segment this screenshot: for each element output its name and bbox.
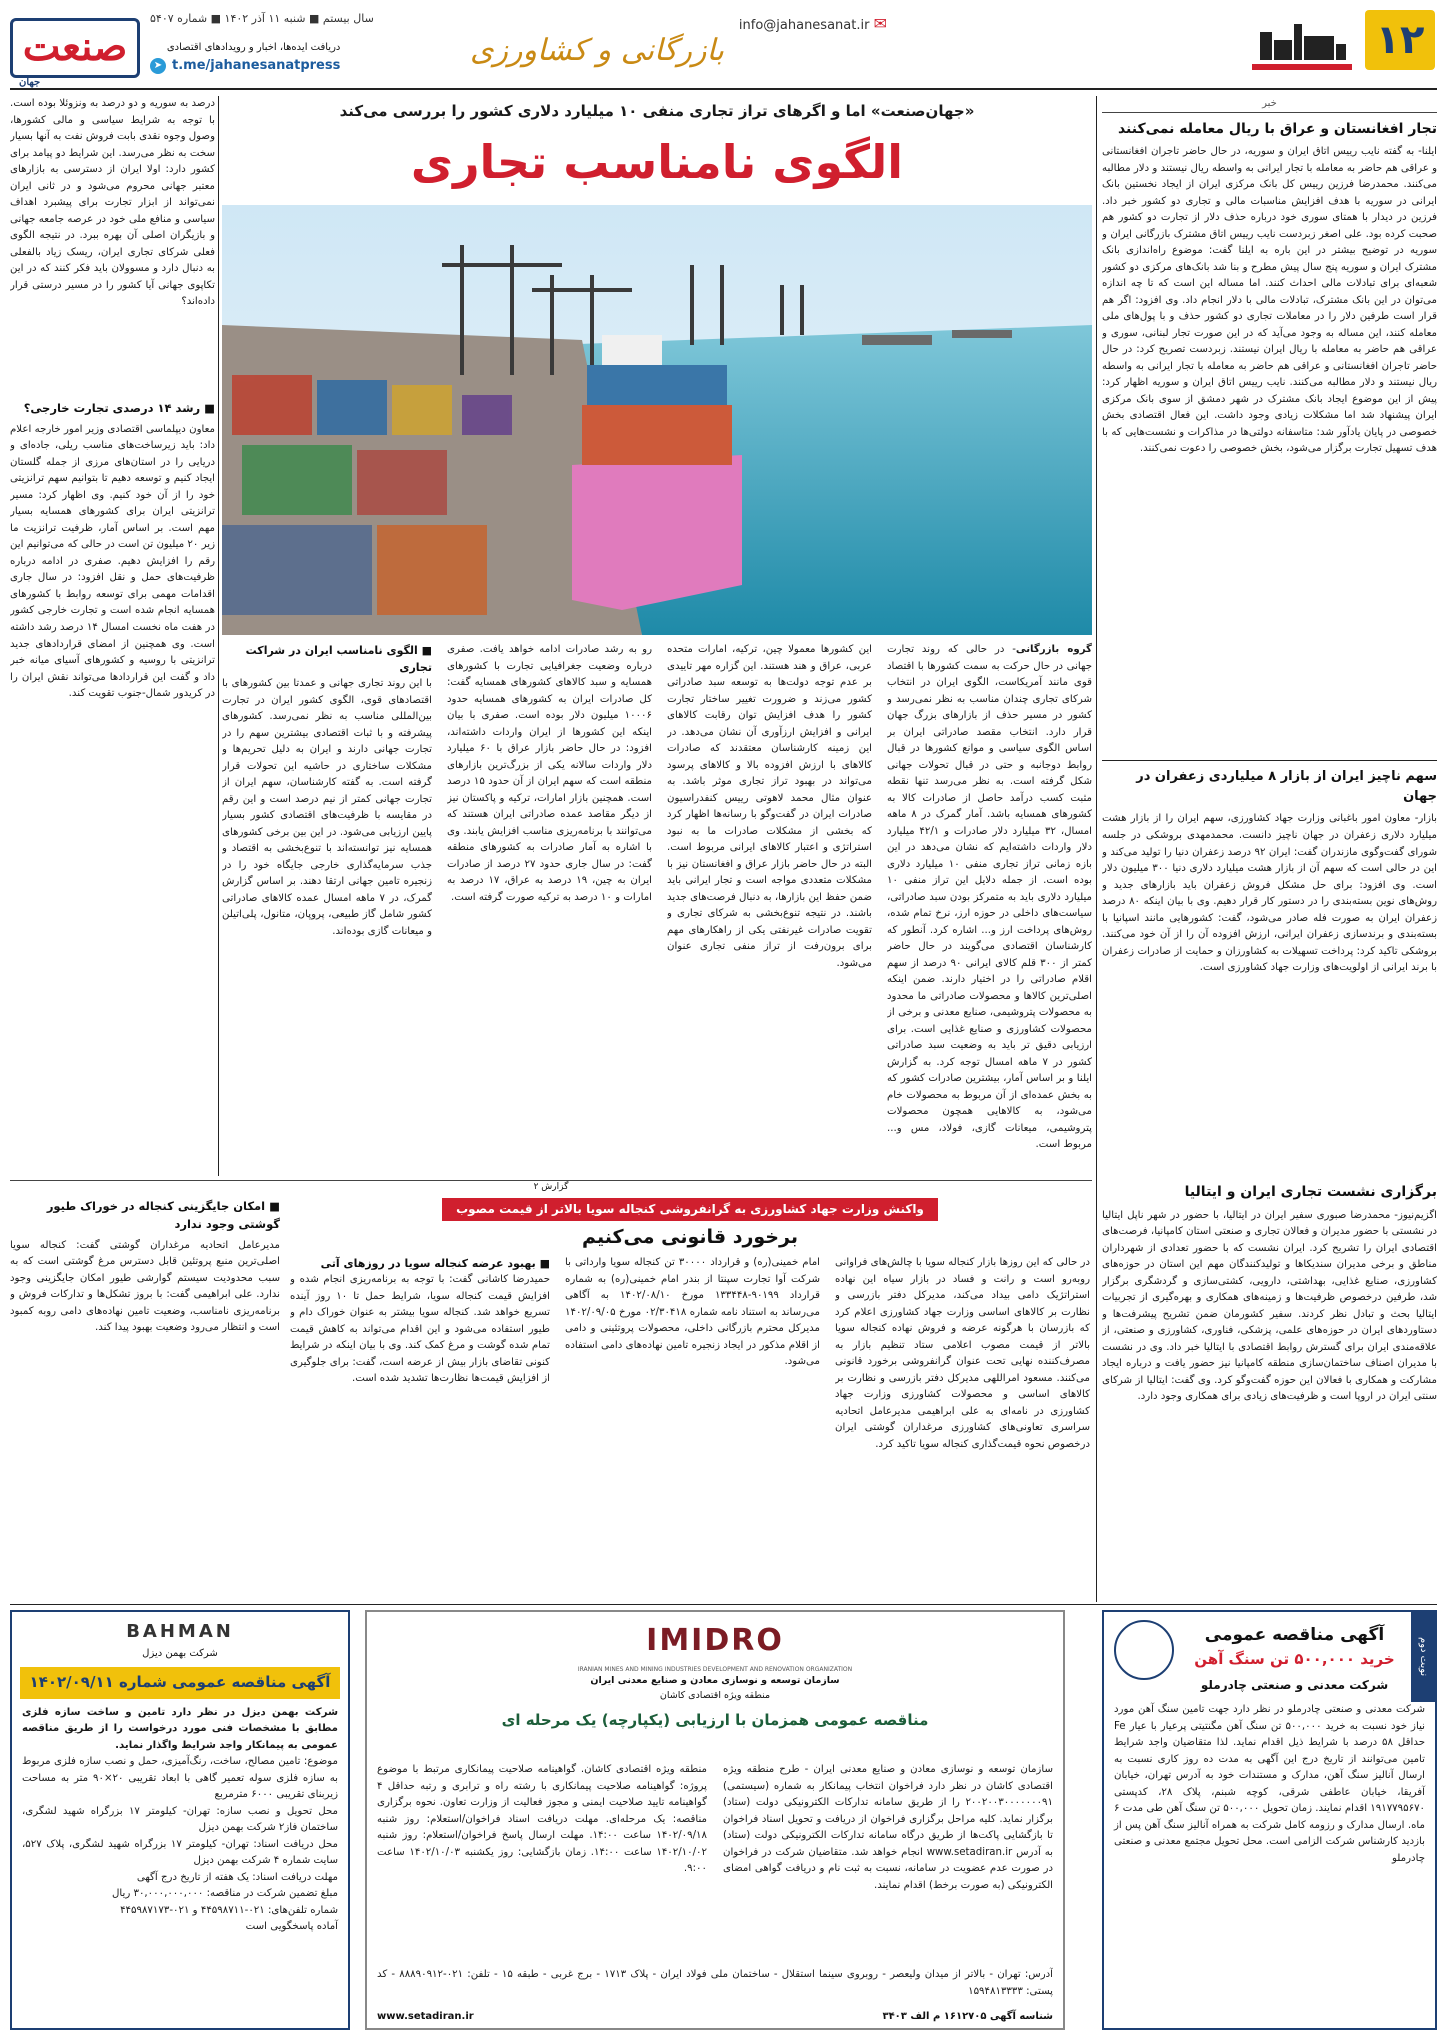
chadormalu-company: شرکت معدنی و صنعتی چادرملو	[1200, 1677, 1389, 1692]
lower-kicker: واکنش وزارت جهاد کشاورزی به گرانفروشی کنجاله سویا بالاتر از قیمت مصوب	[442, 1198, 938, 1221]
imidro-logo: IMIDRO	[646, 1623, 784, 1658]
lead-kicker: «جهان‌صنعت» اما و اگرهای تراز تجاری منفی ۱۰ میلیارد دلاری کشور را بررسی می‌کند	[339, 102, 975, 120]
report-divider	[10, 1180, 1092, 1194]
lead-col-a: گروه بازرگانی- در حالی که روند تجارت جهانی در حال حرکت به سمت کشورها با اقتصاد قوی مانند آمریکاست، الگوی ایران در انتخاب شرکای تجاری چندان مناسب به نظر نمی‌رسد و کشور در مسیر حذف از بازارهای بزرگ جهان قرار دارد. انتخاب مقصد صادراتی ایران بر اساس الگوی سیاسی و موانع کشورها در قبال روابط دوجانبه و حتی در قبال تحولات جهانی شکل گرفته است. به نظر می‌رسد تنها نقطه مثبت کسب درآمد حاصل از صادرات کالا به کشورهای همسایه باشد. آمار گمرک در ۸ ماهه امسال، ۳۲ میلیارد دلار صادرات و ۴۲/۱ میلیارد دلار واردات داشته‌ایم که نشان می‌دهد در این بازه زمانی تراز تجاری منفی ۱۰ میلیارد دلاری بوده است. از جمله دلایل این تراز منفی ۱۰ میلیارد دلاری باید به متمرکز بودن سبد صادراتی، سیاست‌های داخلی در حوزه ارز، نرخ تمام شده، روش‌های پرداخت ارز و... اشاره کرد. آنطور که کارشناسان اقتصادی می‌گویند در حال حاضر کمتر از ۳۰۰ قلم کالای ایرانی ۹۰ درصد از سهم اقلام صادراتی را در اختیار دارند. ضمن اینکه اصلی‌ترین کالاها و محصولات صادراتی ما محدود به محصولات پتروشیمی، صنایع معدنی و برخی از محصولات کشاورزی و صنایع غذایی است. برای ارزیابی دقیق تر باید به وضعیت سبد صادراتی کشور در ۷ ماهه امسال توجه کرد. به گزارش ایلنا و بر اساس آمار، بیشترین صادرات کشور که به بخش عمده‌ای از آن مربوط به محصولات خام می‌شود، به کالاهایی همچون محصولات پتروشیمی، میعانات گازی، فولاد، مس و... مربوط است.	[887, 644, 1092, 1151]
story3-title: برگزاری نشست تجاری ایران و ایتالیا	[1184, 1184, 1437, 1200]
email-address[interactable]: info@jahanesanat.ir ✉	[738, 14, 887, 33]
lower-columns	[290, 1255, 1090, 1600]
telegram-block[interactable]	[150, 40, 340, 76]
story1-body: ایلنا- به گفته نایب رییس اتاق ایران و سوریه، در حال حاضر تاجران افغانستانی و عراقی هم حاضر به معامله با تجار ایرانی به واسطه ریال نیستند و دلار مطالبه می‌کنند. محمدرضا فرزین رییس کل بانک مرکزی ایران از ایجاد نخستین بانک ایرانی در سوریه با هدف افزایش مناسبات مالی و تجاری دو کشور خبر داد. فرزین در دیدار با همتای سوری خود درباره حذف دلار از تجارت دو کشور هم صحبت کرده بود. علی اصغر زبردست نایب رییس اتاق مشترک بازرگانی ایران و سوریه در توضیح بیشتر در این باره به ایلنا گفت: موضوع راه‌اندازی بانک مشترک ایران و سوریه پنج سال پیش مطرح و بنا شد بانک‌های مرکزی دو کشور شعبه‌ای برای تبادلات مالی احداث کنند. اما مساله این است که تا چه اندازه می‌توان در این بانک مشترک، تبادلات مالی با دلار انجام داد. وی افزود: اگر هم قرار است طرفین دلار را در معاملات تجاری دو کشور حذف و با پول‌های ملی معامله کنند، این مساله به وجود می‌آید که در این صورت تجار لبنانی، سوری و عراقی هم حاضر به معامله با ریال ایران نیستند. زبردست تصریح کرد: در حال حاضر تاجران افغانستانی و عراقی هم حاضر به معامله با تجار ایرانی به واسطه ریال نیستند و دلار مطالبه می‌کنند. نایب رییس اتاق ایران و سوریه اظهار کرد: پیش از این موضوع ایجاد بانک مشترک در شهر دمشق از سوی بانک مرکزی ایران پیشنهاد شد اما مشکلات زیادی وجود داشت. این فعال اقتصادی بخش خصوصی در پایان یادآور شد: متاسفانه دولتی‌ها در مذاکرات و نشست‌هایی که با هدف تسهیل تجارت برگزار می‌شود، بخش خصوصی را دعوت نمی‌کنند.	[1102, 146, 1437, 455]
industry-icon	[1252, 10, 1352, 66]
page-header	[0, 0, 1447, 92]
story2-title: سهم ناچیز ایران از بازار ۸ میلیاردی زعفران در جهان	[1136, 769, 1437, 805]
telegram-icon: ➤	[150, 58, 166, 74]
issue-info: سال بیستم ■ شنبه ۱۱ آذر ۱۴۰۲ ■ شماره ۵۴۰۷	[150, 12, 374, 25]
story2-body: بازار- معاون امور باغبانی وزارت جهاد کشاورزی، سهم ایران را از بازار هشت میلیارد دلاری زعفران در جهان ناچیز دانست. محمدمهدی بروشکی در جلسه شورای گفت‌وگوی مازندران گفت: ایران ۹۲ درصد زعفران دنیا را تولید می‌کند و این در حالی است که سهم آن از بازار هشت میلیارد دلاری دنیا ۳۰۰ میلیون دلار است. وی افزود: برای حل مشکل فروش زعفران باید بازارهای جدید و روش‌های نوین بسته‌بندی را در دستور کار قرار دهیم. وی با بیان اینکه ۸۰ درصد زعفران ایران به صورت فله صادر می‌شود، گفت: کشورهایی مانند اسپانیا با بسته‌بندی و برندسازی زعفران ایرانی، ارزش افزوده آن را از آن خود می‌کنند. بروشکی تاکید کرد: پرداخت تسهیلات به کشاورزان و حمایت از صادرات زعفران با برند ایرانی از اولویت‌های وزارت جهاد کشاورزی است.	[1102, 813, 1437, 974]
story3-block	[1102, 1182, 1437, 1602]
ad-imidro	[365, 1610, 1065, 2030]
newspaper-logo: صنعت جهان	[10, 18, 140, 78]
mail-icon: ✉	[873, 14, 887, 33]
column-label: خبر	[1102, 96, 1437, 113]
port-photo	[222, 205, 1092, 635]
telegram-link[interactable]: t.me/jahanesanatpress	[172, 57, 341, 73]
ad-round-label: نوبت دوم	[1411, 1612, 1435, 1702]
bahman-guarantee: مبلغ تضمین شرکت در مناقصه: ۳۰,۰۰۰,۰۰۰,۰۰۰ ریال	[111, 1888, 338, 1900]
lower-side-column	[10, 1198, 280, 1598]
story3-body: اگزیم‌نیوز- محمدرضا صبوری سفیر ایران در ایتالیا، با حضور در شهر ناپل ایتالیا در نشستی با حضور مدیران و فعالان تجاری و صنعتی استان کامپانیا، فرصت‌های اقتصادی ایران را تشریح کرد. ایران نشست که با حضور تعدادی از شهرداران مناطق و برخی مدیران سندیکاها و تولیدکنندگان مهم این استان در حوزه‌های کشاورزی، صنایع غذایی، بهداشتی، دارویی، کشتی‌سازی و گردشگری برگزار شد، طرفین درخصوص ظرفیت‌ها و زمینه‌های همکاری و بهره‌گیری از تجربیات ایتالیا بحث و تبادل نظر کردند. سفیر کشورمان ضمن تشریح پیشرفت‌ها و دستاوردهای ایران در حوزه‌های علمی، پزشکی، فناوری، کشاورزی و صنعتی، از علاقه‌مندی ایران برای گسترش روابط اقتصادی با ایتالیا خبر داد. وی در نشست با مدیران اصناف ساختمان‌سازی منطقه کامپانیا نیز حضور یافت و درباره ایجاد مشارکت و همکاری با فعالان این حوزه گفت‌وگو کرد. وی گفت: ایتالیا از شرکای سنتی ایران در اروپا است و ظرفیت‌های زیادی برای همکاری وجود دارد.	[1102, 1209, 1437, 1403]
bahman-title: آگهی مناقصه عمومی شماره ۱۴۰۲/۰۹/۱۱	[20, 1667, 340, 1698]
imidro-footer-site[interactable]: www.setadiran.ir	[377, 2010, 474, 2022]
imidro-logo-sub: IRANIAN MINES AND MINING INDUSTRIES DEVELOPMENT AND RENOVATION ORGANIZATION	[577, 1665, 853, 1673]
story1-title: تجار افغانستان و عراق با ریال معامله نمی‌کنند	[1117, 120, 1437, 137]
lead-headline	[222, 100, 1092, 199]
bahman-docs: محل دریافت اسناد: تهران- کیلومتر ۱۷ بزرگراه شهید لشگری، پلاک ۵۲۷، سایت شماره ۴ شرکت بهمن دیزل	[22, 1838, 338, 1867]
lower-title: برخورد قانونی می‌کنیم	[582, 1225, 798, 1248]
bahman-company: شرکت بهمن دیزل	[142, 1647, 218, 1659]
lower-sub-heading: ■ بهبود عرضه کنجاله سویا در روزهای آتی	[320, 1257, 550, 1270]
imidro-body-right: سازمان توسعه و نوسازی معادن و صنایع معدنی ایران - طرح منطقه ویژه اقتصادی کاشان در نظر دارد فراخوان انتخاب پیمانکار به شماره (سیستمی) ۲۰۰۲۰۰۳۰۰۰۰۰۰۰۹۱ را از طریق سامانه تدارکات الکترونیکی دولت (ستاد) برگزار نماید. کلیه مراحل برگزاری فراخوان از دریافت و تحویل اسناد فراخوان تا بازگشایی پاکت‌ها از طریق درگاه سامانه تدارکات الکترونیکی دولت (ستاد) به آدرس www.setadiran.ir انجام خواهد شد. متقاضیان شرکت در فراخوان در صورت عدم عضویت در سامانه، نسبت به ثبت نام و دریافت گواهی امضای الکترونیکی (به صورت برخط) اقدام نمایند.	[723, 1764, 1053, 1891]
lead-col-b: این کشورها معمولا چین، ترکیه، امارات متحده عربی، عراق و هند هستند. این گزاره مهر تاییدی بر عدم توجه دولت‌ها به توسعه سبد صادراتی کشور می‌زند و ضرورت تغییر ساختار تجارت کشور را هدف افزایش توان رقابت کالاهای ایرانی و افزایش ارزآوری آن نشان می‌دهد. در این زمینه کارشناسان معتقدند که صادرات کالاهای با ارزش افزوده بالا و کالاهای پرسود می‌تواند در بهبود تراز تجاری موثر باشد. به عنوان مثال محمد لاهوتی رییس کنفدراسیون صادرات ایران در گفت‌وگو با رسانه‌ها اظهار کرد که بخشی از مشکلات صادرات ما به نبود استراتژی و اعتبار کالاهای ایرانی مربوط است. البته در حال حاضر بازار عراق و افغانستان نیز با مشکلات متعددی مواجه است و تجار ایرانی باید ضمن حفظ این بازارها، به دنبال فرصت‌های جدید باشند. در نتیجه تنوع‌بخشی به شرکای تجاری و تقویت صادرات غیرنفتی یکی از راهکارهای مهم برای برون‌رفت از تراز منفی تجاری عنوان می‌شود.	[667, 644, 872, 969]
left-column	[10, 96, 215, 1171]
imidro-org2: منطقه ویژه اقتصادی کاشان	[659, 1689, 771, 1701]
chadormalu-title: آگهی مناقصه عمومی	[1204, 1625, 1385, 1645]
lower-col-2: امام خمینی(ره) و قرارداد ۳۰۰۰۰ تن کنجاله سویا وارداتی با شرکت آوا تجارت سپنتا از بندر امام خمینی(ره) به شماره قرارداد ۹۰۱۹۹-۱۳۳۴۴۸ مورخ ۱۴۰۲/۰۸/۱۰ به آگاهی می‌رساند به استناد نامه شماره ۰۲/۳۰۴۱۸ مورخ ۱۴۰۲/۰۹/۰۵ مدیرکل محترم بازرگانی داخلی، محصولات پروتئینی و دامی از اقلام مذکور در ایجاد زنجیره تامین نهاده‌های دامی استفاده می‌شود.	[565, 1257, 820, 1368]
imidro-org: سازمان توسعه و نوسازی معادن و صنایع معدنی ایران	[590, 1674, 840, 1686]
bahman-deadline: مهلت دریافت اسناد: یک هفته از تاریخ درج آگهی	[136, 1871, 338, 1883]
bahman-subject: موضوع: تامین مصالح، ساخت، رنگ‌آمیزی، حمل و نصب سازه فلزی مربوط به سازه فلزی سوله تعمیر گاهی با ابعاد تقریبی ۲۰×۹۰ متر به مساحت زیربنای تقریبی ۶۰۰۰ مترمربع	[22, 1756, 338, 1801]
report-banner: گزارش ۲	[533, 1182, 569, 1192]
lead-col-d-heading: ■ الگوی نامناسب ایران در شراکت تجاری	[245, 644, 432, 675]
chadormalu-logo	[1114, 1620, 1174, 1680]
section-title: بازرگانی و کشاورزی	[470, 33, 724, 68]
lower-col-1: در حالی که این روزها بازار کنجاله سویا با چالش‌های فراوانی روبه‌رو است و رانت و فساد در بازار سیاه این نهاده استراتژیک دامی بیداد می‌کند، مدیرکل دفتر بازرسی و نظارت بر کالاهای اساسی وزارت جهاد کشاورزی اعلام کرد که بازرسان با هرگونه عرضه و فروش نهاده کنجاله سویا بالاتر از قیمت مصوب اعلامی ستاد تنظیم بازار به مصرف‌کننده نهایی تحت عنوان گرانفروشی برخورد قانونی می‌کنند. مسعود امراللهی مدیرکل دفتر بازرسی و نظارت بر کالاهای اساسی و محصولات کشاورزی وزارت جهاد کشاورزی در نامه‌ای به علی ابراهیمی مدیرعامل اتحادیه سراسری تعاونی‌های کشاورزی مرغداران گوشتی ایران درخصوص نحوه قیمت‌گذاری کنجاله سویا تاکید کرد.	[835, 1257, 1090, 1450]
lower-col-4: مدیرعامل اتحادیه مرغداران گوشتی گفت: کنجاله سویا اصلی‌ترین منبع پروتئین قابل دسترس مرغ گوشتی است که به سبب محدودیت سیستم گوارشی طیور امکان جایگزینی وجود ندارد. علی ابراهیمی گفت: با بروز تشکل‌ها و تدارکات فروش و برنامه‌ریزی نامناسب، وضعیت تامین نهاده‌های دامی روبه کمبود است و انتظار می‌رود وضعیت بهبود پیدا کند.	[10, 1239, 280, 1334]
left-heading-b: ■ رشد ۱۴ درصدی تجارت خارجی؟	[23, 401, 215, 415]
chadormalu-body: شرکت معدنی و صنعتی چادرملو در نظر دارد جهت تامین سنگ آهن مورد نیاز خود نسبت به خرید ۵۰۰,۰۰۰ تن سنگ آهن مگنتیتی پرعیار با عیار Fe حداقل ۵۸ درصد با شرایط ذیل اقدام نماید. لذا متقاضیان واجد شرایط تامین می‌توانند از تاریخ درج این آگهی به مدت ده روز کاری نسبت به ارسال آنالیز سنگ آهن، مدارک و مستندات خود به آدرس تهران، خیابان آفریقا، خیابان عاطفی شرقی، کوچه شبنم، پلاک ۲۸، کدپستی ۱۹۱۷۷۹۵۶۷۰ اقدام نمایند. زمان تحویل ۵۰۰,۰۰۰ تن سنگ آهن طی مدت ۶ ماه. ارسال مدارک و رزومه کامل شرکت به همراه آنالیز سنگ آهن پس از بازدید کارشناس شرکت الزامی است. محل تحویل مجتمع معدنی و صنعتی چادرملو	[1114, 1704, 1426, 1864]
section-logo	[1252, 10, 1352, 70]
right-news-column	[1102, 96, 1437, 1171]
ad-bahman-diesel	[10, 1610, 350, 2030]
lower-headline	[290, 1198, 1090, 1252]
bahman-delivery: محل تحویل و نصب سازه: تهران- کیلومتر ۱۷ بزرگراه شهید لشگری، ساختمان فاز۲ شرکت بهمن دیزل	[22, 1805, 338, 1834]
telegram-label: دریافت ایده‌ها، اخبار و رویدادهای اقتصادی	[166, 42, 341, 53]
bahman-footer: آماده پاسخگویی است	[245, 1921, 338, 1933]
lower-col-3: حمیدرضا کاشانی گفت: با توجه به برنامه‌ریزی انجام شده و افزایش قیمت کنجاله سویا، شرایط حمل تا ۱۰ روز آینده تسریع خواهد شد. کنجاله سویا بیشتر به عنوان خوراک دام و طیور استفاده می‌شود و این اقدام می‌تواند به کاهش قیمت تمام شده گوشت و مرغ کمک کند. وی با بیان اینکه در شرایط کنونی تقاضای بازار بیش از عرضه است، گفت: برای جلوگیری از افزایش قیمت‌ها نظارت‌ها تشدید شده است.	[290, 1274, 550, 1385]
bahman-phones[interactable]: شماره تلفن‌های: ۰۲۱-۴۴۵۹۸۷۱۱ و ۰۲۱-۴۴۵۹۸۷۱۷۳	[120, 1904, 338, 1916]
bahman-body: شرکت بهمن دیزل در نظر دارد تامین و ساخت سازه فلزی مطابق با مشخصات فنی مورد درخواست را از طریق مناقصه عمومی به پیمانکار واجد شرایط واگذار نماید.	[22, 1706, 338, 1751]
imidro-footer-code: شناسه آگهی ۱۶۱۲۷۰۵ م الف ۳۴۰۳	[882, 2010, 1053, 2022]
left-text-a: درصد به سوریه و دو درصد به ونزوئلا بوده است. با توجه به شرایط سیاسی و مالی کشورها، وصول وجوه نقدی بابت فروش نفت به آنها بسیار سخت به نظر می‌رسد. این شرایط دو پیامد برای کشور دارد: اولا ایران از دسترسی به بازارهای معتبر جهانی محروم می‌شود و در ثانی ایران نمی‌تواند از ابزار تجارت برای پیشبرد اهداف سیاسی و منافع ملی خود در عرصه جامعه جهانی و بازیگران اصلی آن بهره ببرد. در نتیجه الگوی فعلی شرکای تجاری ایران، ریسک زیاد بالفعلی به دنبال دارد و مسوولان باید فکر کنند که در این تکاپوی جهانی آیا کشور را در مسیر درستی قرار داده‌اند؟	[10, 98, 215, 308]
column-rule	[218, 96, 219, 1176]
lead-title: الگوی نامناسب تجاری	[410, 135, 904, 190]
left-text-b: معاون دیپلماسی اقتصادی وزیر امور خارجه اعلام داد: باید زیرساخت‌های مناسب ریلی، جاده‌ای و دریایی را در استان‌های مرزی از جمله گلستان ایجاد کنیم و توسعه دهیم تا بتوانیم سهم ترانزیتی خود را از آن خود کنیم. وی اظهار کرد: مسیر ترانزیتی ایران برای کشورهای همسایه بسیار مهم است. بر اساس آمار، ظرفیت ترانزیت ما زیر ۲۰ میلیون تن است در حالی که می‌توانیم این رقم را افزایش دهیم. صفری در ادامه درباره ظرفیت‌های حمل و نقل افزود: در سال جاری اقدامات مهمی برای توسعه روابط با کشورهای همسایه انجام شده است و تجارت خارجی کشور در هفت ماه نخست امسال ۱۴ درصد رشد داشته است. وی همچنین از امضای قراردادهای جدید ترانزیتی با روسیه و کشورهای آسیای میانه خبر داد و گفت این قراردادها می‌تواند نقش ایران را در کریدور شمال-جنوب تقویت کند.	[10, 423, 215, 700]
lower-col-4-heading: ■ امکان جایگزینی کنجاله در خوراک طیور گوشتی وجود ندارد	[46, 1199, 280, 1231]
ads-divider	[10, 1604, 1437, 1605]
column-rule	[1096, 96, 1097, 1602]
header-divider	[10, 88, 1437, 90]
imidro-body-left: منطقه ویژه اقتصادی کاشان. گواهینامه صلاحیت پیمانکاری مرتبط با موضوع پروژه: گواهینامه صلاحیت پیمانکاری با رشته راه و ترابری و رتبه حداقل ۴ گواهینامه تایید صلاحیت ایمنی و مجوز فعالیت از وزارت تعاون. نحوه برگزاری مناقصه: یک مرحله‌ای. مهلت دریافت اسناد فراخوان/استعلام: روز شنبه ۱۴۰۲/۰۹/۱۸ ساعت ۱۴:۰۰. مهلت ارسال پاسخ فراخوان/استعلام: روز شنبه ۱۴۰۲/۱۰/۰۲ ساعت ۱۴:۰۰. زمان بازگشایی: روز یکشنبه ۱۴۰۲/۱۰/۰۳ ساعت ۹:۰۰.	[377, 1764, 707, 1875]
page-number: ۱۲	[1365, 10, 1435, 70]
chadormalu-subtitle: خرید ۵۰۰,۰۰۰ تن سنگ آهن	[1194, 1650, 1395, 1669]
imidro-title: مناقصه عمومی همزمان با ارزیابی (یکپارچه) یک مرحله ای	[501, 1711, 929, 1730]
lead-col-d: با این روند تجاری جهانی و عمدتا بین کشورهای با اقتصادهای قوی، الگوی کشور ایران در تجارت بین‌المللی مناسب به نظر نمی‌رسد. کشورهای پیشرفته و با ثبات اقتصادی بیشترین سهم را در تجارت جهانی دارند و ایران به دلیل تحریم‌ها و مشکلات ساختاری در حاشیه این تحولات قرار گرفته است. به گفته کارشناسان، سهم ایران از تجارت جهانی کمتر از نیم درصد است و این رقم در مقایسه با ظرفیت‌های اقتصادی کشور بسیار پایین ارزیابی می‌شود. در این بین برخی کشورهای همسایه نیز توانسته‌اند با تنوع‌بخشی به اقتصاد و جذب سرمایه‌گذاری خارجی جایگاه خود را در زنجیره تامین جهانی ارتقا دهند. بر اساس گزارش گمرک، در ۷ ماهه امسال عمده کالاهای صادراتی کشور شامل گاز طبیعی، پروپان، متانول، پلی‌اتیلن و میعانات گازی بوده‌اند.	[222, 678, 432, 937]
ad-chadormalu	[1102, 1610, 1437, 2030]
bahman-logo: BAHMAN	[126, 1621, 234, 1642]
lead-story-columns	[222, 642, 1092, 1172]
lead-col-c: رو به رشد صادرات ادامه خواهد یافت. صفری درباره وضعیت جغرافیایی تجارت با کشورهای همسایه و سبد کالاهای کشورهای همسایه گفت: کل صادرات ایران به کشورهای همسایه حدود ۱۰۰۰۶ میلیون دلار بوده است. صفری با بیان اینکه این کشورها از ایران واردات داشته‌اند، افزود: در حال حاضر بازار عراق با ۶۰ میلیارد دلار واردات سالانه یکی از بزرگ‌ترین بازارهای منطقه است که سهم ایران از آن حدود ۱۵ درصد است. همچنین بازار امارات، ترکیه و پاکستان نیز از دیگر مقاصد عمده صادراتی ایران هستند که می‌توانند با برنامه‌ریزی مناسب افزایش یابند. وی با اشاره به آمار صادرات به کشورهای منطقه گفت: در سال جاری حدود ۲۷ درصد از صادرات ایران به چین، ۱۹ درصد به عراق، ۱۷ درصد به امارات و ۱۰ درصد به ترکیه صورت گرفته است.	[447, 644, 652, 903]
imidro-address: آدرس: تهران - بالاتر از میدان ولیعصر - روبروی سینما استقلال - ساختمان ملی فولاد ایران - پلاک ۱۷۱۳ - برج غربی - طبقه ۱۵ - تلفن: ۰۲۱-۸۸۸۹۰۹۱۲ - کد پستی: ۱۵۹۴۸۱۳۳۳۳	[377, 1969, 1053, 1997]
